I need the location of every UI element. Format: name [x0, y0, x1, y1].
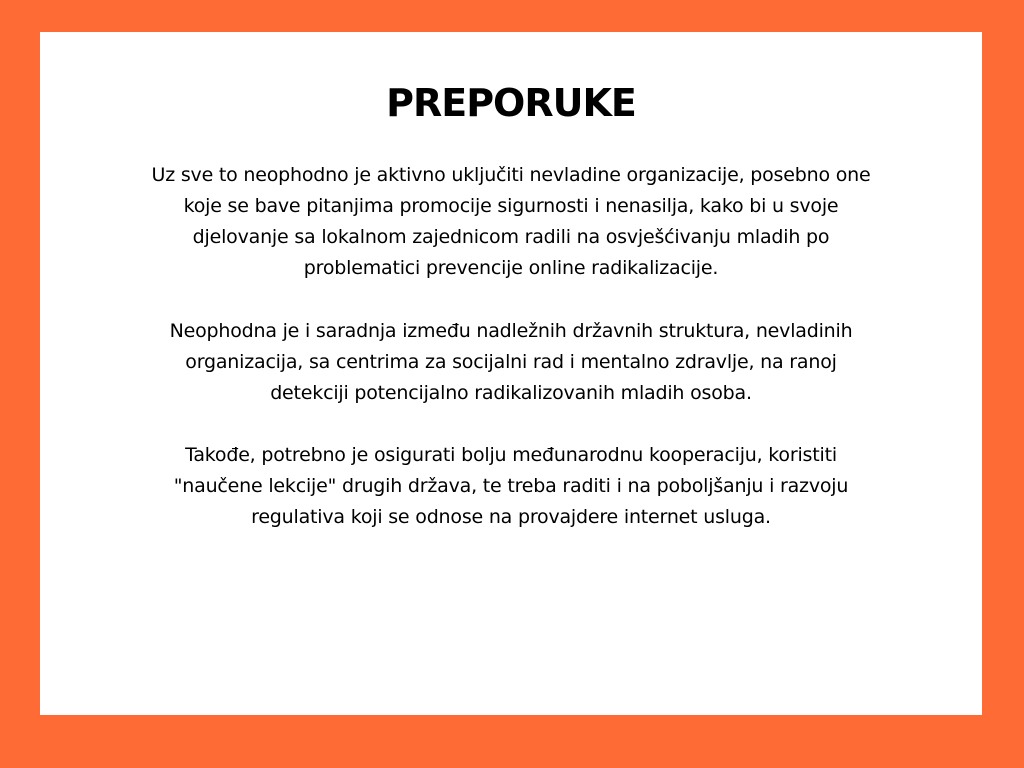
paragraph-ngo-involvement — [60, 160, 962, 284]
paragraph-line: "naučene lekcije" drugih država, te treba raditi i na poboljšanju i razvoju — [173, 475, 849, 497]
paragraph-line: Takođe, potrebno je osigurati bolju međunarodnu kooperaciju, koristiti — [185, 444, 837, 466]
paragraph-international — [60, 440, 962, 533]
paragraph-line: regulativa koji se odnose na provajdere internet usluga. — [251, 506, 771, 528]
slide-title: PREPORUKE — [386, 81, 636, 125]
paragraph-line: Neophodna je i saradnja između nadležnih državnih struktura, nevladinih — [169, 320, 853, 342]
paragraph-line: problematici prevencije online radikalizacije. — [303, 257, 719, 279]
paragraph-line: detekciji potencijalno radikalizovanih mladih osoba. — [270, 382, 752, 404]
paragraph-line: Uz sve to neophodno je aktivno uključiti nevladine organizacije, posebno one — [151, 164, 871, 186]
slide-card — [40, 32, 982, 715]
paragraph-line: koje se bave pitanjima promocije sigurnosti i nenasilja, kako bi u svoje — [183, 195, 839, 217]
paragraph-line: djelovanje sa lokalnom zajednicom radili na osvješćivanju mladih po — [192, 226, 830, 248]
paragraph-cooperation — [60, 316, 962, 409]
paragraph-line: organizacija, sa centrima za socijalni rad i mentalno zdravlje, na ranoj — [185, 351, 837, 373]
